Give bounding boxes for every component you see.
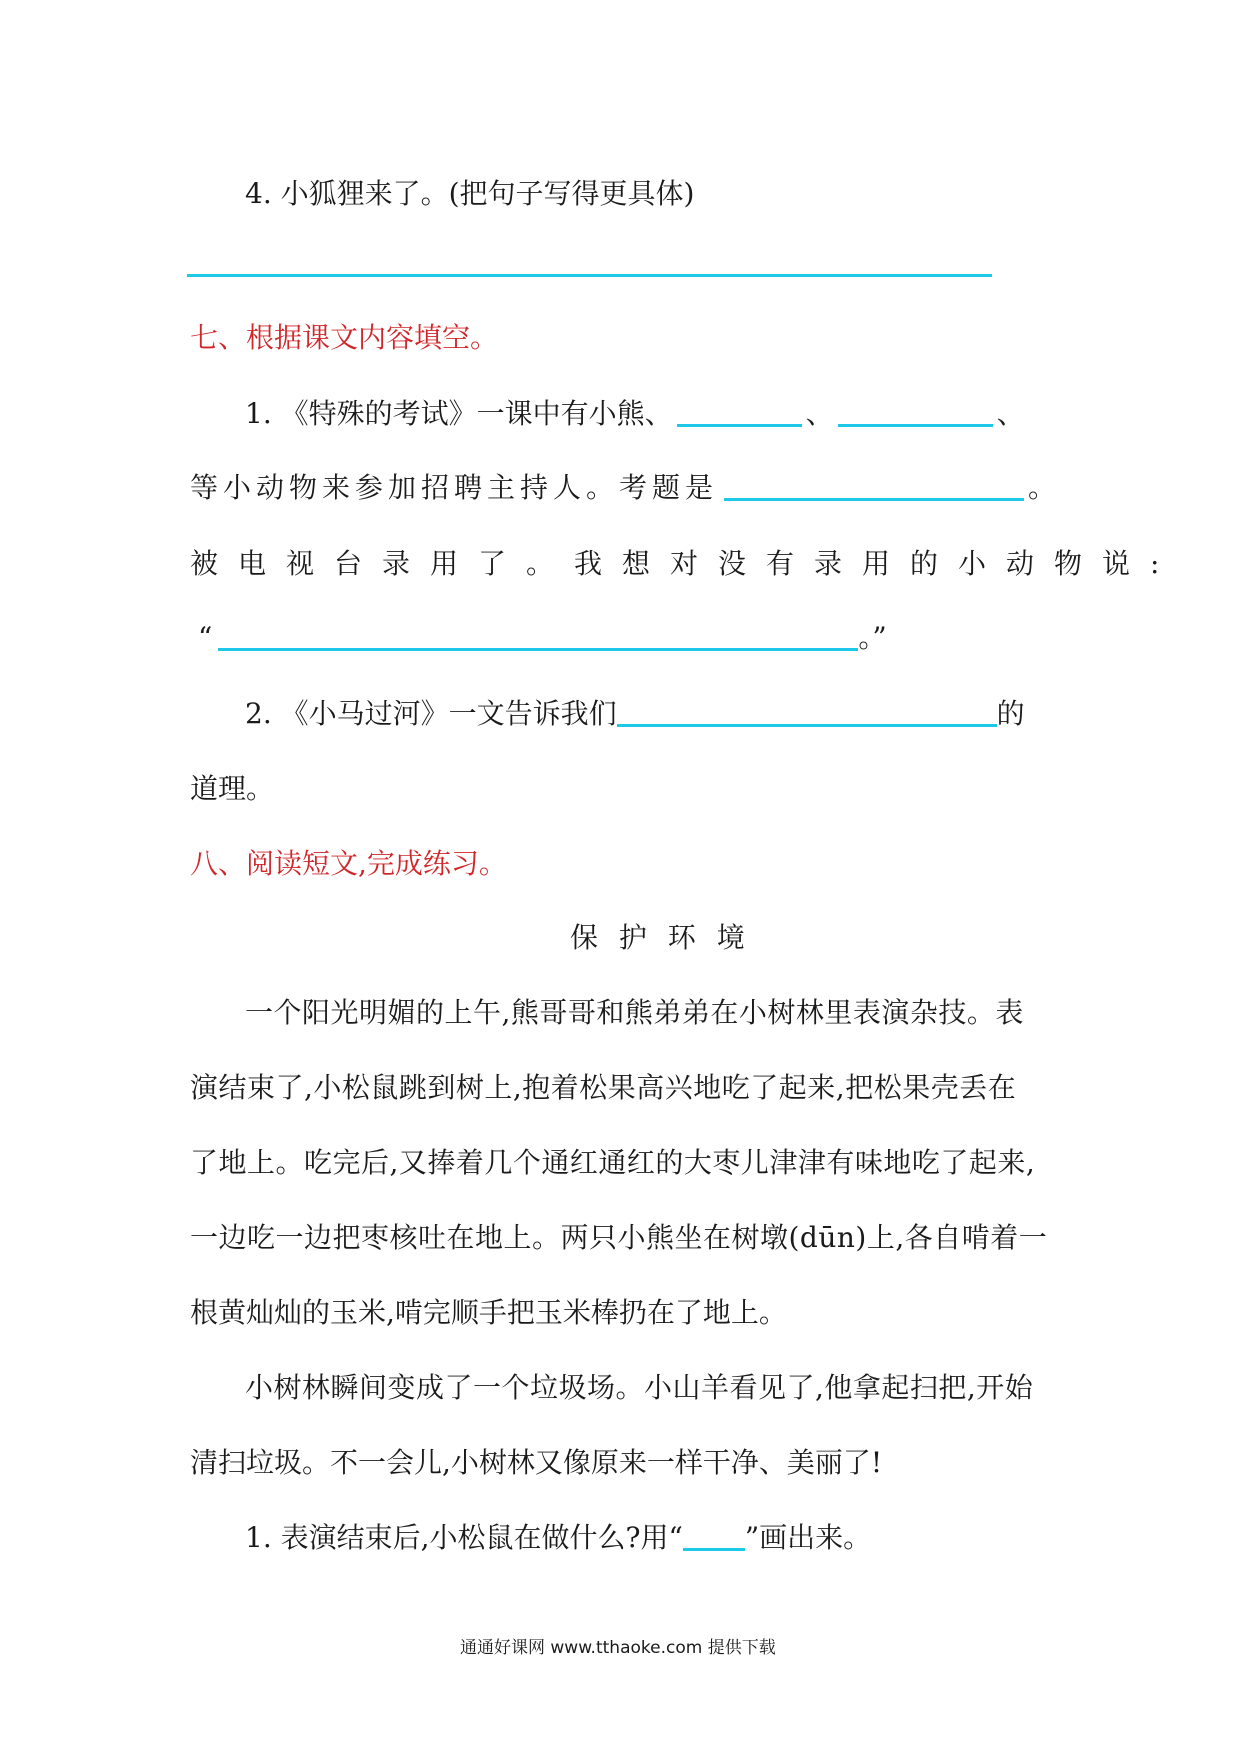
section7-q2-blank[interactable] [617,694,997,727]
passage-para1-line5: 根黄灿灿的玉米,啃完顺手把玉米棒扔在了地上。 [190,1296,787,1329]
section7-q1-blank3[interactable] [724,468,1024,501]
passage-para1-line4: 一边吃一边把枣核吐在地上。两只小熊坐在树墩(dūn)上,各自啃着一 [190,1221,1048,1254]
passage-para2-line1: 小树林瞬间变成了一个垃圾场。小山羊看见了,他拿起扫把,开始 [245,1371,1034,1404]
section8-q1-text: 1. 表演结束后,小松鼠在做什么?用“ [245,1521,683,1554]
period: 。 [1028,471,1062,504]
section7-q1-line4 [198,618,887,658]
section7-q2-text: 2. 《小马过河》一文告诉我们 [245,697,617,730]
section7-q1-line1 [245,394,1025,434]
q6-item4-answer-line[interactable] [187,274,992,277]
passage-title: 保 护 环 境 [570,921,751,954]
passage-para1-line2: 演结束了,小松鼠跳到树上,抱着松果高兴地吃了起来,把松果壳丢在 [190,1071,1017,1104]
open-quote: “ [198,621,213,654]
separator: 、 [996,397,1025,430]
footer-source: 通通好课网 www.tthaoke.com 提供下载 [460,1638,776,1658]
section8-q1-suffix: ”画出来。 [744,1521,872,1554]
passage-para1-line3: 了地上。吃完后,又捧着几个通红通红的大枣儿津津有味地吃了起来, [190,1146,1036,1179]
section7-q1-line2 [190,468,1061,508]
section8-heading: 八、阅读短文,完成练习。 [190,847,507,880]
section7-q1-blank1[interactable] [677,394,802,427]
passage-para2-line2: 清扫垃圾。不一会儿,小树林又像原来一样干净、美丽了! [190,1446,883,1479]
section7-q1-blank2[interactable] [838,394,993,427]
section7-q1-blank4[interactable] [218,618,858,651]
section7-q1-text: 1. 《特殊的考试》一课中有小熊、 [245,397,673,430]
close-quote: 。” [858,621,887,654]
section7-q1-line2-text: 等小动物来参加招聘主持人。考题是 [190,471,719,504]
q6-item4-text: 4. 小狐狸来了。(把句子写得更具体) [245,177,695,210]
section7-heading: 七、根据课文内容填空。 [190,321,499,354]
section7-q2-suffix: 的 [996,697,1025,730]
section7-q1-line3: 被电视台录用了。我想对没有录用的小动物说: [190,547,1180,580]
section7-q2-line1 [245,694,1025,734]
passage-para1-line1: 一个阳光明媚的上午,熊哥哥和熊弟弟在小树林里表演杂技。表 [245,996,1024,1029]
section8-q1-blank[interactable] [683,1518,745,1551]
separator: 、 [805,397,834,430]
section8-q1-line [245,1518,871,1558]
section7-q2-line2: 道理。 [190,772,275,805]
